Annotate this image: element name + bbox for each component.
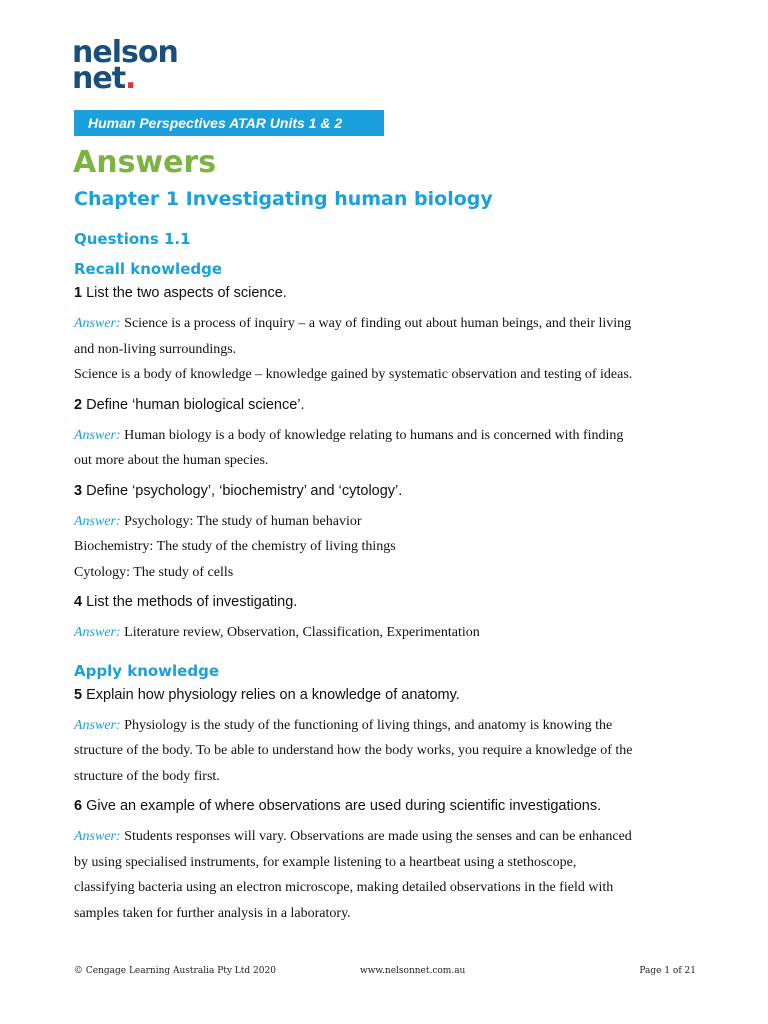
course-banner: Human Perspectives ATAR Units 1 & 2	[74, 110, 384, 136]
section-heading: Recall knowledge	[74, 260, 223, 278]
nelson-net-logo	[72, 35, 178, 96]
logo-line1: nelson	[72, 35, 178, 70]
answer-line	[74, 850, 704, 876]
footer-url[interactable]: www.nelsonnet.com.au	[360, 966, 466, 976]
question	[74, 480, 704, 502]
answer-text: samples taken for further analysis in a laboratory.	[74, 905, 351, 921]
answer-line	[74, 824, 704, 850]
answer-text: structure of the body. To be able to understand how the body works, you require a knowledge of the	[74, 743, 633, 758]
answer	[74, 824, 704, 926]
logo-line2: net.	[72, 61, 136, 96]
section-heading: Apply knowledge	[74, 661, 220, 680]
question	[74, 795, 704, 817]
answer-label: Answer:	[74, 427, 121, 443]
answer-text: Cytology: The study of cells	[74, 564, 234, 580]
questions-heading: Questions 1.1	[74, 230, 191, 248]
answer-line	[74, 560, 704, 586]
question-number: 2	[74, 396, 83, 413]
question-text: Give an example of where observations are used during scientific investigations.	[86, 798, 602, 814]
answers-content	[74, 226, 704, 932]
answer-text: out more about the human species.	[74, 453, 269, 468]
page-footer	[74, 966, 696, 982]
answer-line	[74, 713, 704, 739]
question	[74, 684, 704, 706]
answer-line	[74, 534, 704, 560]
footer-copyright: © Cengage Learning Australia Pty Ltd 2020	[74, 966, 276, 976]
answer-label: Answer:	[74, 625, 121, 640]
question-number: 4	[74, 594, 83, 610]
footer-page-number: Page 1 of 21	[639, 966, 696, 976]
answer-text: Students responses will vary. Observations are made using the senses and can be enhanced	[124, 829, 632, 844]
question-text: Define ‘psychology’, ‘biochemistry’ and ‘cytology’.	[86, 482, 403, 499]
question-number: 3	[74, 482, 83, 499]
question	[74, 282, 704, 304]
answer-label: Answer:	[74, 513, 121, 529]
answer-text: Science is a process of inquiry – a way of finding out about human beings, and their living	[124, 316, 632, 331]
answer-text: by using specialised instruments, for example listening to a heartbeat using a stethoscope,	[74, 854, 577, 870]
answer-text: Literature review, Observation, Classification, Experimentation	[124, 625, 480, 640]
question	[74, 591, 704, 613]
answer-label: Answer:	[74, 316, 121, 331]
answer-line	[74, 764, 704, 790]
answer-line	[74, 337, 704, 363]
question-number: 6	[74, 798, 83, 814]
answer-line	[74, 362, 704, 388]
answer-line	[74, 509, 704, 535]
question-text: List the two aspects of science.	[86, 285, 287, 301]
logo-dot: .	[125, 61, 136, 96]
chapter-title: Chapter 1 Investigating human biology	[74, 188, 493, 210]
answer-line	[74, 738, 704, 764]
answer	[74, 620, 704, 646]
answer-label: Answer:	[74, 717, 121, 733]
question	[74, 394, 704, 416]
answer	[74, 713, 704, 790]
answer-text: Science is a body of knowledge – knowledge gained by systematic observation and testing of ideas.	[74, 367, 633, 382]
question-text: List the methods of investigating.	[86, 594, 298, 610]
answer	[74, 311, 704, 388]
answer-line	[74, 448, 704, 474]
answer-line	[74, 875, 704, 901]
question-number: 1	[74, 285, 83, 301]
answer	[74, 509, 704, 586]
answer-line	[74, 311, 704, 337]
question-text: Define ‘human biological science’.	[86, 396, 305, 413]
answer	[74, 423, 704, 474]
question-text: Explain how physiology relies on a knowledge of anatomy.	[86, 686, 460, 703]
answer-text: Psychology: The study of human behavior	[124, 513, 362, 529]
answer-line	[74, 901, 704, 927]
answer-label: Answer:	[74, 829, 121, 844]
page-title: Answers	[73, 145, 217, 180]
answer-line	[74, 423, 704, 449]
answer-text: Biochemistry: The study of the chemistry of living things	[74, 539, 396, 554]
answer-text: structure of the body first.	[74, 768, 220, 784]
answer-text: classifying bacteria using an electron microscope, making detailed observations in the field with	[74, 880, 614, 895]
answer-text: Human biology is a body of knowledge relating to humans and is concerned with finding	[124, 427, 624, 443]
question-number: 5	[74, 686, 83, 703]
answer-text: and non-living surroundings.	[74, 341, 237, 357]
answer-line	[74, 620, 704, 646]
answer-text: Physiology is the study of the functioning of living things, and anatomy is knowing the	[124, 717, 613, 733]
